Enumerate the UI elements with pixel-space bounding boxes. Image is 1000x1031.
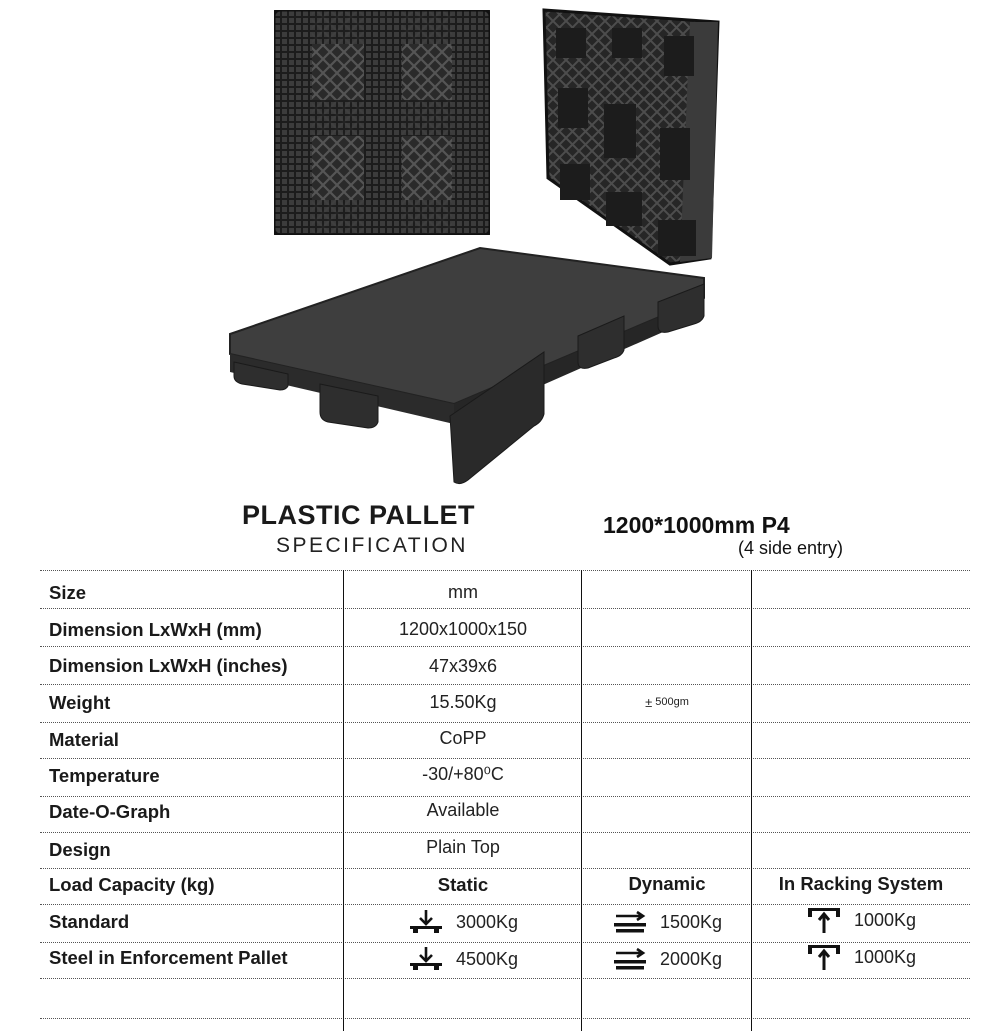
entry-note: (4 side entry): [738, 538, 844, 558]
dynamic-load-value: 1500Kg: [659, 911, 723, 932]
load-capacity-label: Load Capacity (kg): [49, 874, 215, 895]
spec-value: 47x39x6: [428, 655, 498, 676]
static-load-cell: [344, 904, 582, 940]
spec-value: 1200x1000x150: [398, 618, 528, 639]
spec-value: CoPP: [439, 727, 487, 748]
racking-load-icon: [806, 906, 842, 934]
static-header: Static: [437, 874, 489, 895]
spec-label: Material: [49, 729, 119, 750]
dynamic-load-cell: [582, 904, 752, 940]
static-load-icon: [408, 946, 444, 972]
static-load-value: 4500Kg: [455, 948, 519, 969]
static-load-cell: [344, 941, 582, 977]
tolerance-value: 500gm: [655, 696, 689, 708]
spec-value: Plain Top: [426, 836, 500, 857]
dynamic-header: Dynamic: [628, 873, 706, 894]
racking-load-value: 1000Kg: [853, 946, 917, 967]
pallet-top-view-image: [228, 244, 708, 490]
spec-value: 15.50Kg: [429, 691, 497, 712]
dynamic-load-value: 2000Kg: [659, 948, 723, 969]
load-row-label: Standard: [49, 911, 130, 932]
racking-load-cell: [752, 939, 970, 975]
model-title: 1200*1000mm P4: [603, 512, 790, 538]
racking-load-icon: [806, 943, 842, 971]
spec-label: Weight: [49, 692, 111, 713]
static-load-icon: [408, 909, 444, 935]
product-subtitle: SPECIFICATION: [276, 534, 468, 557]
spec-label: Temperature: [49, 765, 160, 786]
dynamic-load-icon: [612, 909, 648, 935]
spec-label: Dimension LxWxH (mm): [49, 619, 262, 640]
plus-minus-symbol: ±: [645, 694, 653, 710]
spec-table: [40, 570, 970, 1031]
spec-value: mm: [448, 581, 478, 602]
product-photos: [0, 0, 1000, 495]
dynamic-load-cell: [582, 941, 752, 977]
spec-label: Dimension LxWxH (inches): [49, 655, 288, 676]
racking-header: In Racking System: [778, 873, 944, 894]
spec-label: Date-O-Graph: [49, 801, 171, 822]
pallet-bottom-view-image: [274, 10, 490, 235]
spec-label: Size: [49, 582, 87, 603]
racking-load-cell: [752, 902, 970, 938]
spec-value: Available: [426, 799, 500, 820]
weight-tolerance: [582, 684, 752, 720]
pallet-angled-bottom-view-image: [540, 8, 722, 266]
racking-load-value: 1000Kg: [853, 909, 917, 930]
load-row-label: Steel in Enforcement Pallet: [49, 947, 288, 968]
static-load-value: 3000Kg: [455, 911, 519, 932]
spec-label: Design: [49, 839, 111, 860]
dynamic-load-icon: [612, 946, 648, 972]
spec-value: -30/+80⁰C: [422, 763, 504, 784]
product-title: PLASTIC PALLET: [242, 500, 475, 530]
